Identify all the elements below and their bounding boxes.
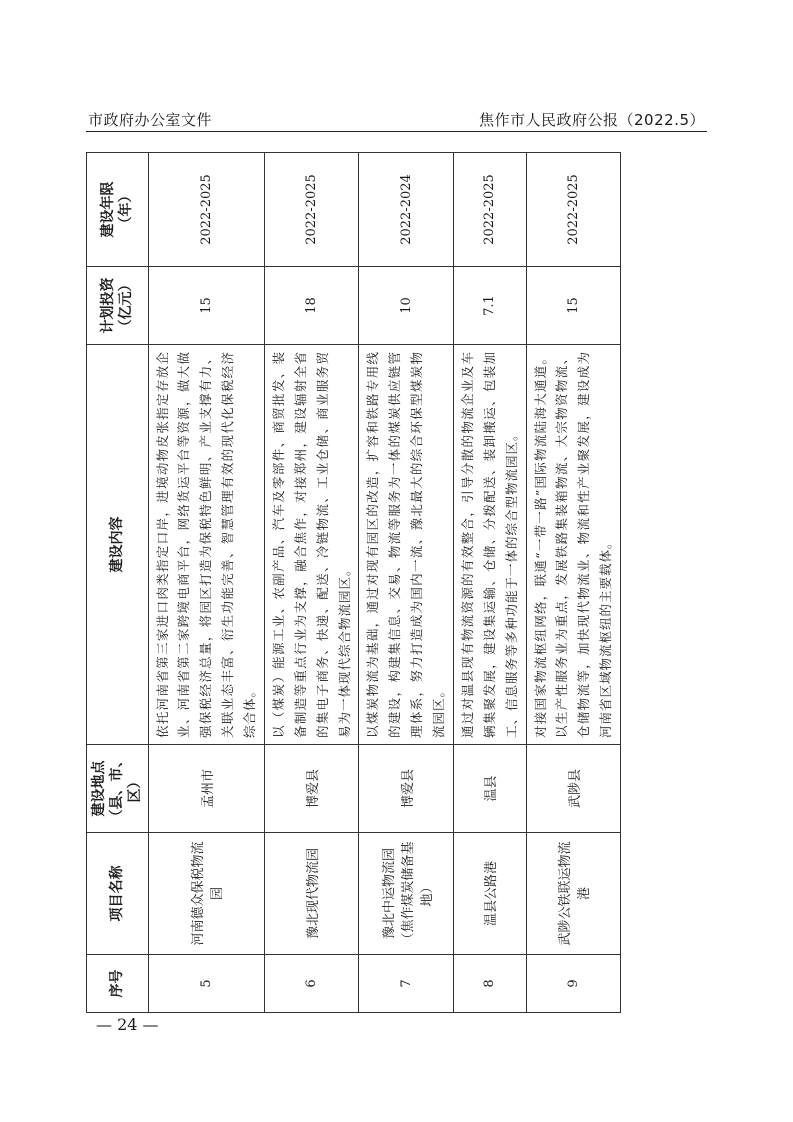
cell-name: 豫北现代物流园 (264, 833, 359, 955)
cell-index: 5 (148, 955, 264, 1013)
cell-location: 博爱县 (264, 745, 359, 833)
table-row (148, 153, 264, 1013)
header-period-line2: （年） (118, 188, 135, 231)
header-location-line1: 建设地点 (91, 760, 107, 817)
cell-location: 博爱县 (359, 745, 454, 833)
header-period-line1: 建设年限 (100, 181, 117, 238)
header-divider (86, 131, 707, 132)
cell-content: 以（煤炭）能源工业、农副产品、汽车及零部件、商贸批发、装备制造等重点行业为支撑，融合焦作，对接郑州，建设辐射全省的集电子商务、快递、配送、冷链物流、工业仓储、商业服务贸易为一体现代综合物流园区。 (264, 345, 359, 745)
header-content: 建设内容 (87, 345, 149, 745)
cell-index: 7 (359, 955, 454, 1013)
cell-investment: 18 (264, 267, 359, 345)
document-header-left: 市政府办公室文件 (88, 111, 213, 129)
cell-period: 2022-2025 (264, 153, 359, 267)
header-investment-line1: 计划投资 (100, 277, 117, 334)
project-table-rotated (86, 153, 614, 1013)
cell-investment: 15 (148, 267, 264, 345)
cell-index: 9 (526, 955, 621, 1013)
table-header-row (87, 153, 149, 1013)
table-row (359, 153, 454, 1013)
cell-location: 温县 (453, 745, 526, 833)
cell-investment: 15 (526, 267, 621, 345)
cell-name: 温县公路港 (453, 833, 526, 955)
header-name: 项目名称 (87, 833, 149, 955)
cell-period: 2022-2025 (453, 153, 526, 267)
header-index: 序号 (87, 955, 149, 1013)
cell-content: 通过对温县现有物流资源的有效整合，引导分散的物流企业及车辆集聚发展，建设集运输、仓储、分拨配送、装卸搬运、包装加工、信息服务等多种功能于一体的综合型物流园区。 (453, 345, 526, 745)
cell-investment: 10 (359, 267, 454, 345)
header-period (87, 153, 149, 267)
table-row (264, 153, 359, 1013)
header-investment-line2: （亿元） (118, 277, 135, 334)
document-header-right: 焦作市人民政府公报（2022.5） (479, 111, 705, 129)
cell-name: 河南德众保税物流园 (148, 833, 264, 955)
page-number: — 24 — (96, 1015, 159, 1034)
project-table (86, 152, 621, 1013)
header-location (87, 745, 149, 833)
cell-index: 8 (453, 955, 526, 1013)
cell-name: 武陟公铁联运物流港 (526, 833, 621, 955)
cell-period: 2022-2025 (526, 153, 621, 267)
cell-name: 豫北中运物流园（焦作煤炭储备基地） (359, 833, 454, 955)
cell-period: 2022-2025 (148, 153, 264, 267)
cell-content: 依托河南省第三家进口肉类指定口岸，进境动物皮张指定存放企业、河南省第二家跨境电商平台，网络货运平台等资源，做大做强保税经济总量，将园区打造为保税特色鲜明、产业支撑有力、关联业态丰富、衍生功能完善、智慧管理有效的现代化保税经济综合体。 (148, 345, 264, 745)
table-row (526, 153, 621, 1013)
cell-content: 对接国家物流枢纽网络，联通“一带一路”国际物流陆海大通道。以生产性服务业为重点，发展铁路集装箱物流、大宗物资物流、仓储物流等，加快现代物流业、物流和性产业聚发展，建设成为河南省区域物流枢纽的主要载体。 (526, 345, 621, 745)
table-row (453, 153, 526, 1013)
cell-index: 6 (264, 955, 359, 1013)
header-location-line2: （县、市、区） (109, 753, 144, 824)
cell-investment: 7.1 (453, 267, 526, 345)
cell-period: 2022-2024 (359, 153, 454, 267)
cell-content: 以煤炭物流为基础，通过对现有园区的改造，扩容和铁路专用线的建设，构建集信息、交易、物流等服务为一体的煤炭供应链管理体系，努力打造成为国内一流、豫北最大的综合环保型煤炭物流园区。 (359, 345, 454, 745)
cell-location: 孟州市 (148, 745, 264, 833)
cell-location: 武陟县 (526, 745, 621, 833)
header-investment (87, 267, 149, 345)
